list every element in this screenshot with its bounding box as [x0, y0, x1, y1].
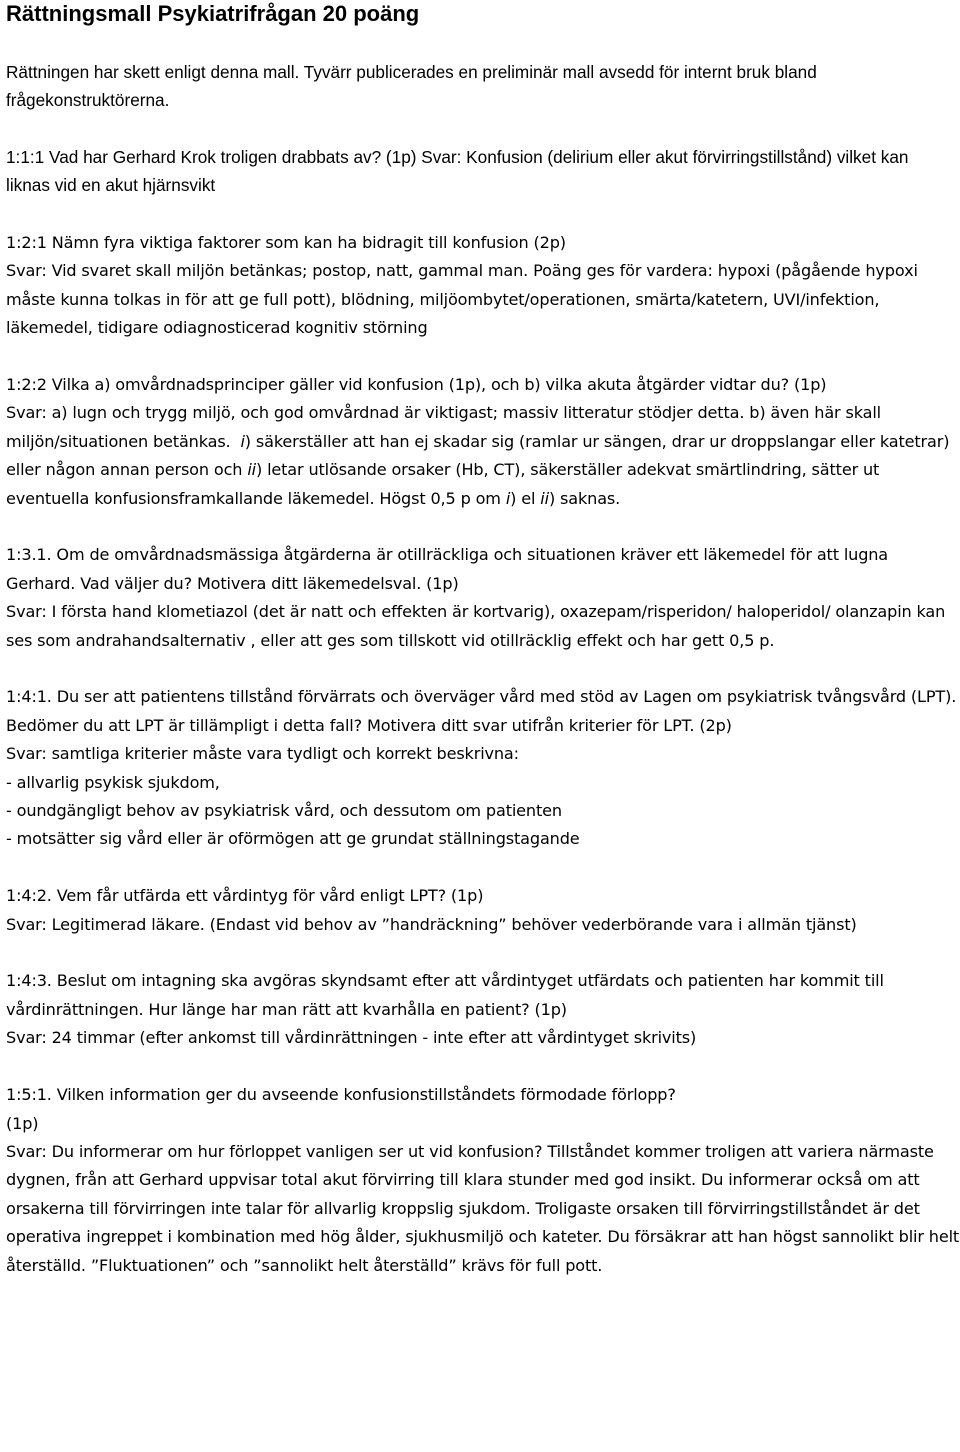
question-1-5-1: 1:5:1. Vilken information ger du avseende konfusionstillståndets förmodade förlopp?: [6, 1085, 676, 1105]
answer-1-2-2-ii: ) letar utlösande orsaker (Hb, CT), säkerställer adekvat smärtlindring, sätter ut eventuella konfusionsframkallande läkemedel. Högst 0,5 p om: [6, 460, 880, 508]
section-1-4-2: [6, 882, 960, 939]
answer-1-4-1-intro: Svar: samtliga kriterier måste vara tydligt och korrekt beskrivna:: [6, 744, 519, 764]
answer-1-2-2-end: ) saknas.: [548, 488, 621, 508]
answer-1-2-2: [6, 403, 949, 507]
question-1-5-1-points: (1p): [6, 1113, 39, 1133]
answer-1-2-1: Svar: Vid svaret skall miljön betänkas; postop, natt, gammal man. Poäng ges för vardera: hypoxi (pågående hypoxi måste kunna tolkas in för att ge full pott), blödning, miljöombytet/operationen, smärta/katetern, UVI/infektion, läkemedel, tidigare odiagnosticerad kognitiv störning: [6, 261, 918, 338]
intro-paragraph: Rättningen har skett enligt denna mall. Tyvärr publicerades en preliminär mall avsedd för internt bruk bland frågekonstruktörerna.: [6, 62, 817, 111]
document-body: [6, 229, 960, 1280]
question-1-4-3: 1:4:3. Beslut om intagning ska avgöras skyndsamt efter att vårdintyget utfärdats och patienten har kommit till vårdinrättningen. Hur länge har man rätt att kvarhålla en patient? (1p): [6, 971, 884, 1019]
answer-1-3-1: Svar: I första hand klometiazol (det är natt och effekten är kortvarig), oxazepam/risperidon/ haloperidol/ olanzapin kan ses som andrahandsalternativ , eller att ges som tillskott vid otillräcklig effekt och har gett 0,5 p.: [6, 602, 946, 650]
answer-1-1-1: Svar: Konfusion (delirium eller akut förvirringstillstånd) vilket kan liknas vid en akut hjärnsvikt: [6, 147, 909, 196]
question-1-4-2: 1:4:2. Vem får utfärda ett vårdintyg för vård enligt LPT? (1p): [6, 886, 484, 906]
section-1-4-1: [6, 683, 960, 853]
answer-1-4-3: Svar: 24 timmar (efter ankomst till vårdinrättningen - inte efter att vårdintyget skrivits): [6, 1028, 697, 1048]
document-title: Rättningsmall Psykiatrifrågan 20 poäng: [6, 1, 420, 26]
question-1-3-1: 1:3.1. Om de omvårdnadsmässiga åtgärderna är otillräckliga och situationen kräver ett läkemedel för att lugna Gerhard. Vad väljer du? Motivera ditt läkemedelsval. (1p): [6, 545, 889, 593]
section-1-5-1: [6, 1081, 960, 1280]
question-1-2-2: 1:2:2 Vilka a) omvårdnadsprinciper gäller vid konfusion (1p), och b) vilka akuta åtgärder vidtar du? (1p): [6, 375, 827, 395]
criterion-item: - oundgängligt behov av psykiatrisk vård, och dessutom om patienten: [6, 801, 562, 821]
section-1-1-1: [6, 143, 954, 200]
marker-ii: ii: [247, 460, 256, 480]
question-1-4-1: 1:4:1. Du ser att patientens tillstånd förvärrats och överväger vård med stöd av Lagen om psykiatrisk tvångsvård (LPT). Bedömer du att LPT är tillämpligt i detta fall? Motivera ditt svar utifrån kriterier för LPT. (2p): [6, 687, 957, 735]
answer-1-2-2-a: Svar: a) lugn och trygg miljö, och god omvårdnad är viktigast; massiv litteratur stödjer detta. b) även här skall miljön/situationen betänkas.: [6, 403, 881, 451]
marker-i-2: i: [505, 488, 511, 508]
criterion-item: - motsätter sig vård eller är oförmögen att ge grundat ställningstagande: [6, 829, 580, 849]
section-1-2-1: [6, 229, 960, 343]
criterion-item: - allvarlig psykisk sjukdom,: [6, 772, 220, 792]
answer-1-5-1: Svar: Du informerar om hur förloppet vanligen ser ut vid konfusion? Tillståndet kommer troligen att variera närmaste dygnen, från att Gerhard uppvisar total akut förvirring till klara stunder med god insikt. Du informerar också om att orsakerna till förvirringen inte talar för allvarlig kroppslig sjukdom. Troligaste orsaken till förvirringstillståndet är det operativa ingreppet i kombination med hög ålder, sjukhusmiljö och kateter. Du försäkrar att han högst sannolikt blir helt återställd. ”Fluktuationen” och ”sannolikt helt återställd” krävs för full pott.: [6, 1141, 960, 1275]
section-1-4-3: [6, 967, 960, 1052]
marker-i: i: [240, 431, 245, 451]
question-1-1-1: 1:1:1 Vad har Gerhard Krok troligen drabbats av? (1p): [6, 147, 417, 167]
answer-1-2-2-el: ) el: [510, 488, 536, 508]
answer-1-2-2-i: ) säkerställer att han ej skadar sig (ramlar ur sängen, drar ur droppslangar eller katetrar) eller någon annan person och: [6, 431, 950, 480]
section-1-3-1: [6, 541, 960, 655]
marker-ii-2: ii: [540, 488, 549, 508]
question-1-2-1: 1:2:1 Nämn fyra viktiga faktorer som kan ha bidragit till konfusion (2p): [6, 233, 566, 252]
section-1-2-2: [6, 371, 960, 513]
answer-1-4-2: Svar: Legitimerad läkare. (Endast vid behov av ”handräckning” behöver vederbörande vara i allmän tjänst): [6, 914, 857, 934]
